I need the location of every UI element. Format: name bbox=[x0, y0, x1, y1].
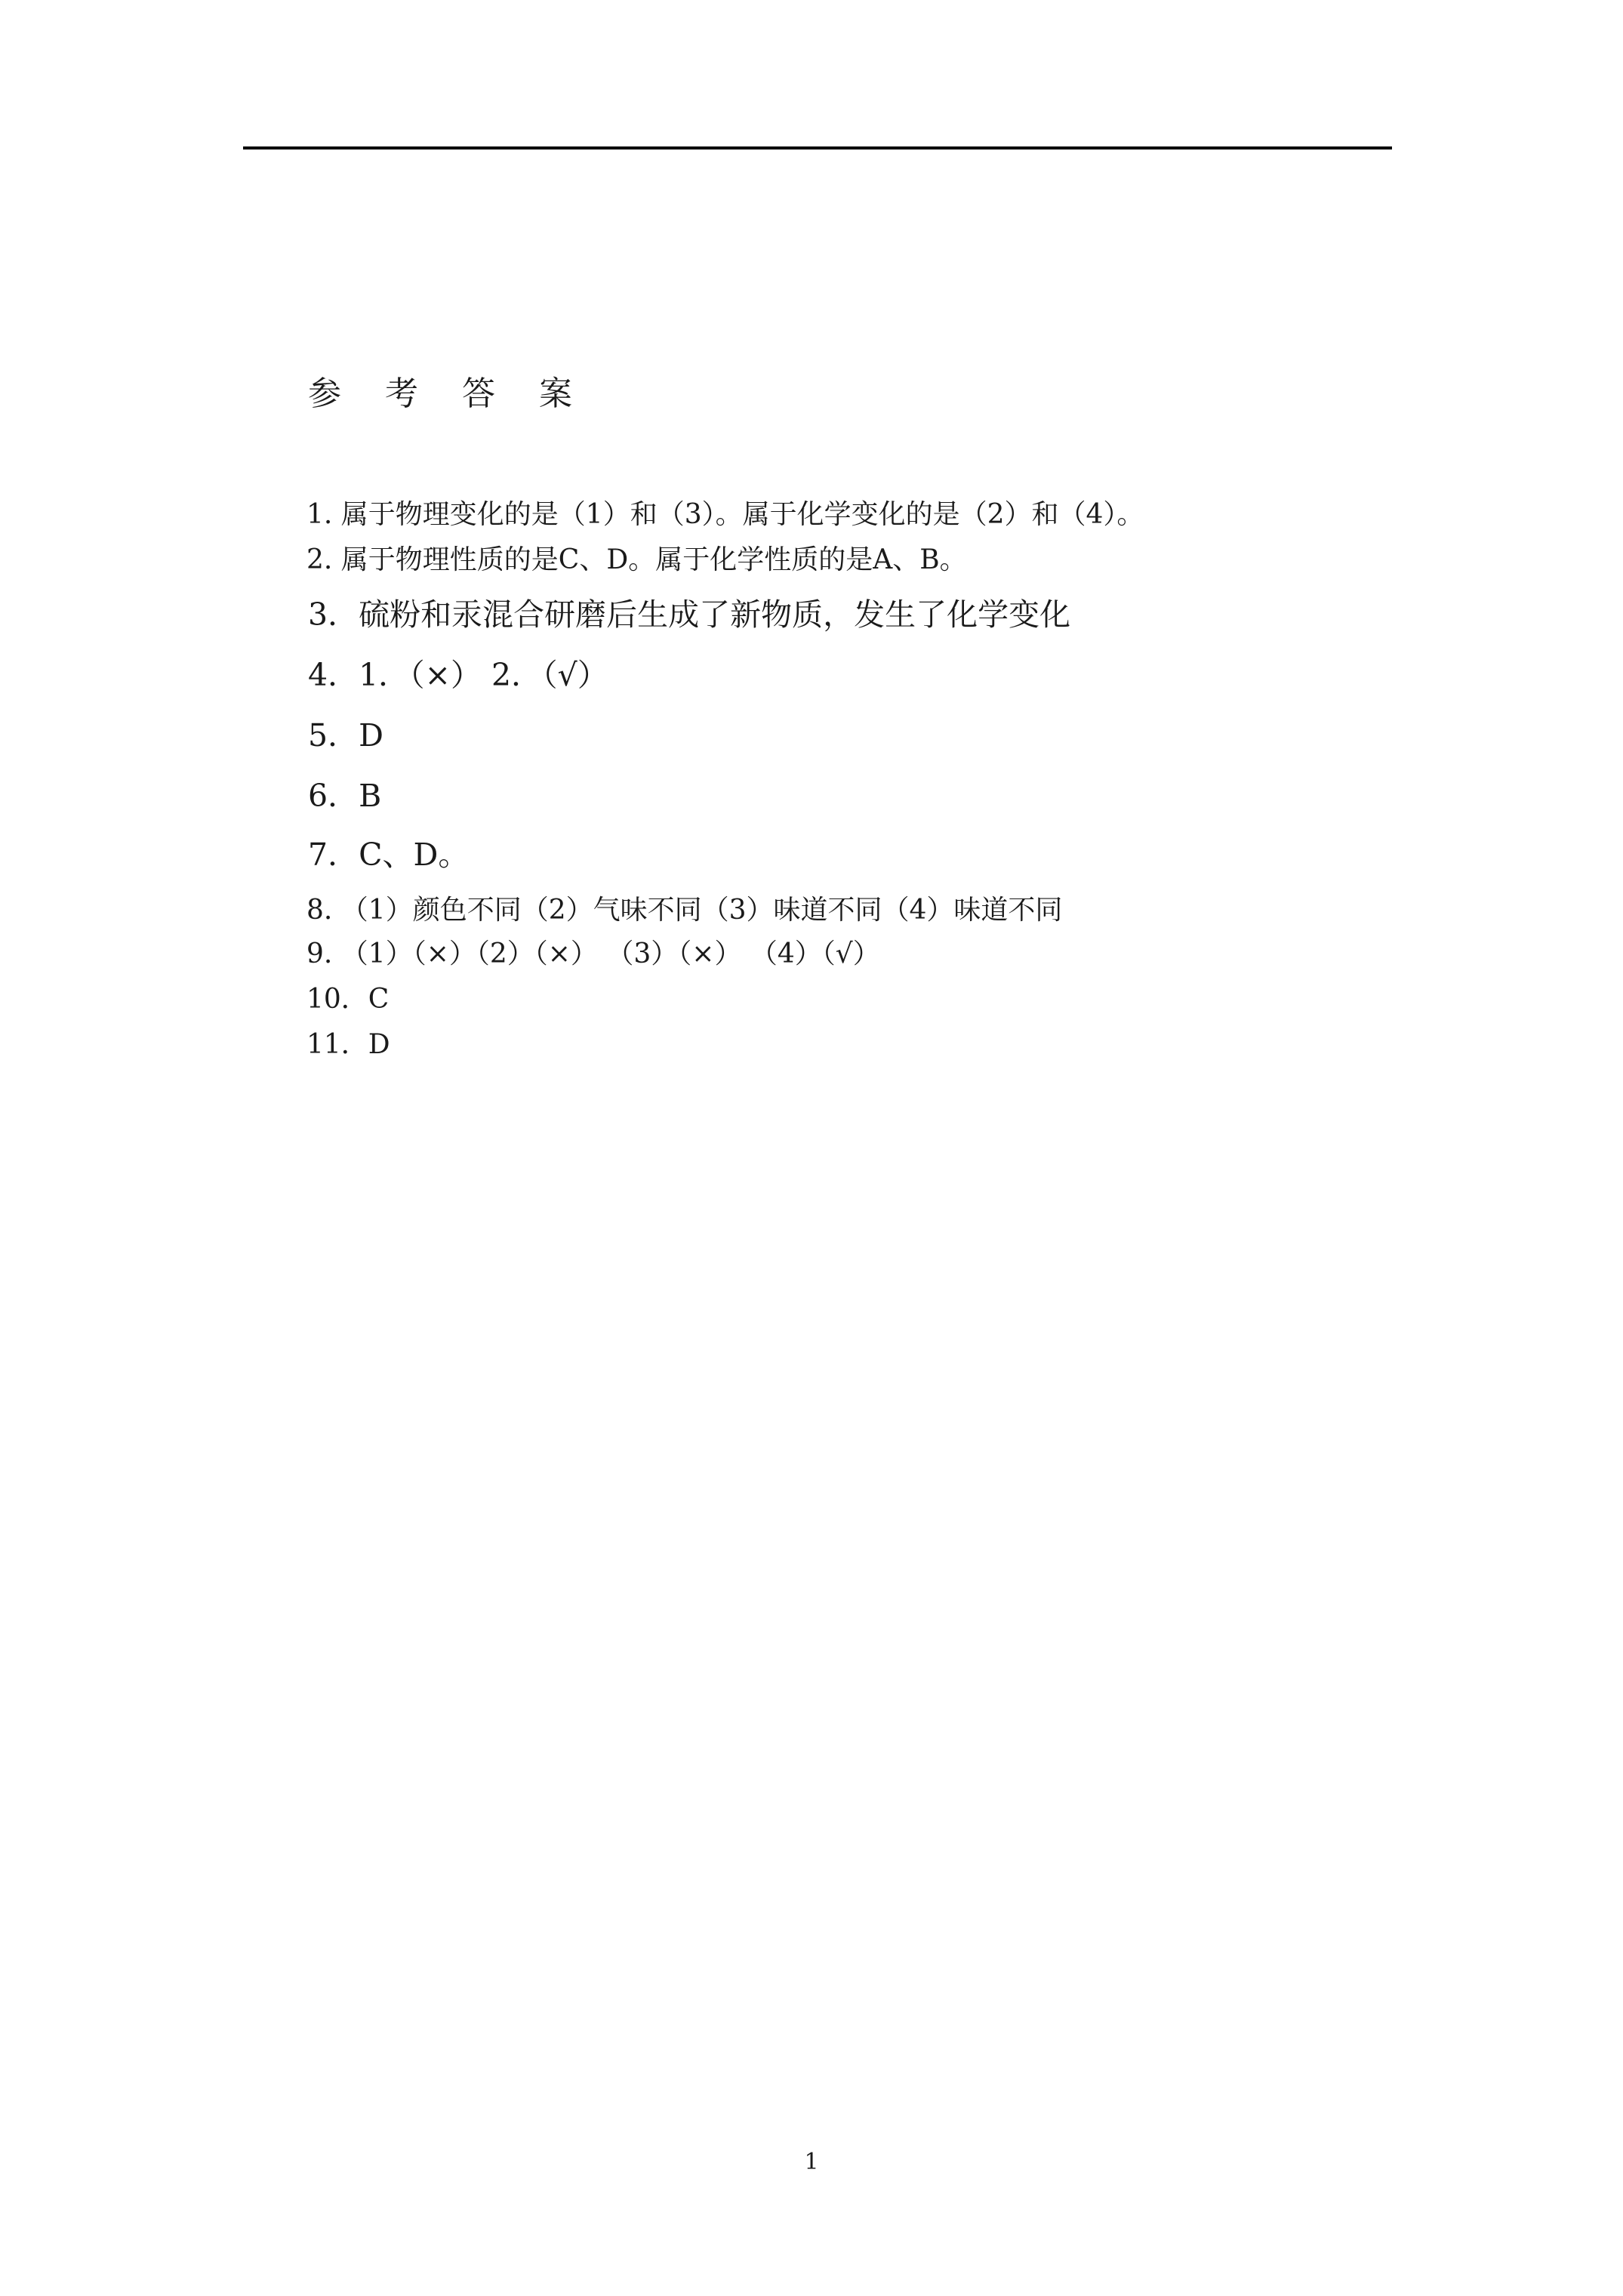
answer-6: 6．B bbox=[308, 778, 382, 814]
answer-5: 5．D bbox=[308, 717, 383, 754]
answer-2: 2. 属于物理性质的是C、D。属于化学性质的是A、B。 bbox=[306, 544, 967, 575]
answer-7: 7．C、D。 bbox=[308, 837, 470, 873]
page-number: 1 bbox=[804, 2149, 819, 2175]
answer-8: 8. （1）颜色不同（2）气味不同（3）味道不同（4）味道不同 bbox=[306, 895, 1063, 926]
answer-10: 10．C bbox=[306, 984, 390, 1015]
answer-4: 4．1．（×） 2．（√） bbox=[308, 657, 608, 693]
answer-1: 1. 属于物理变化的是（1）和（3）。属于化学变化的是（2）和（4）。 bbox=[306, 499, 1144, 530]
page-title: 参 考 答 案 bbox=[308, 374, 589, 413]
answer-11: 11．D bbox=[306, 1029, 390, 1060]
answer-9: 9. （1）（×）（2）（×） （3）（×） （4）（√） bbox=[306, 938, 880, 969]
answer-3: 3．硫粉和汞混合研磨后生成了新物质，发生了化学变化 bbox=[308, 596, 1071, 633]
header-rule bbox=[243, 146, 1392, 149]
